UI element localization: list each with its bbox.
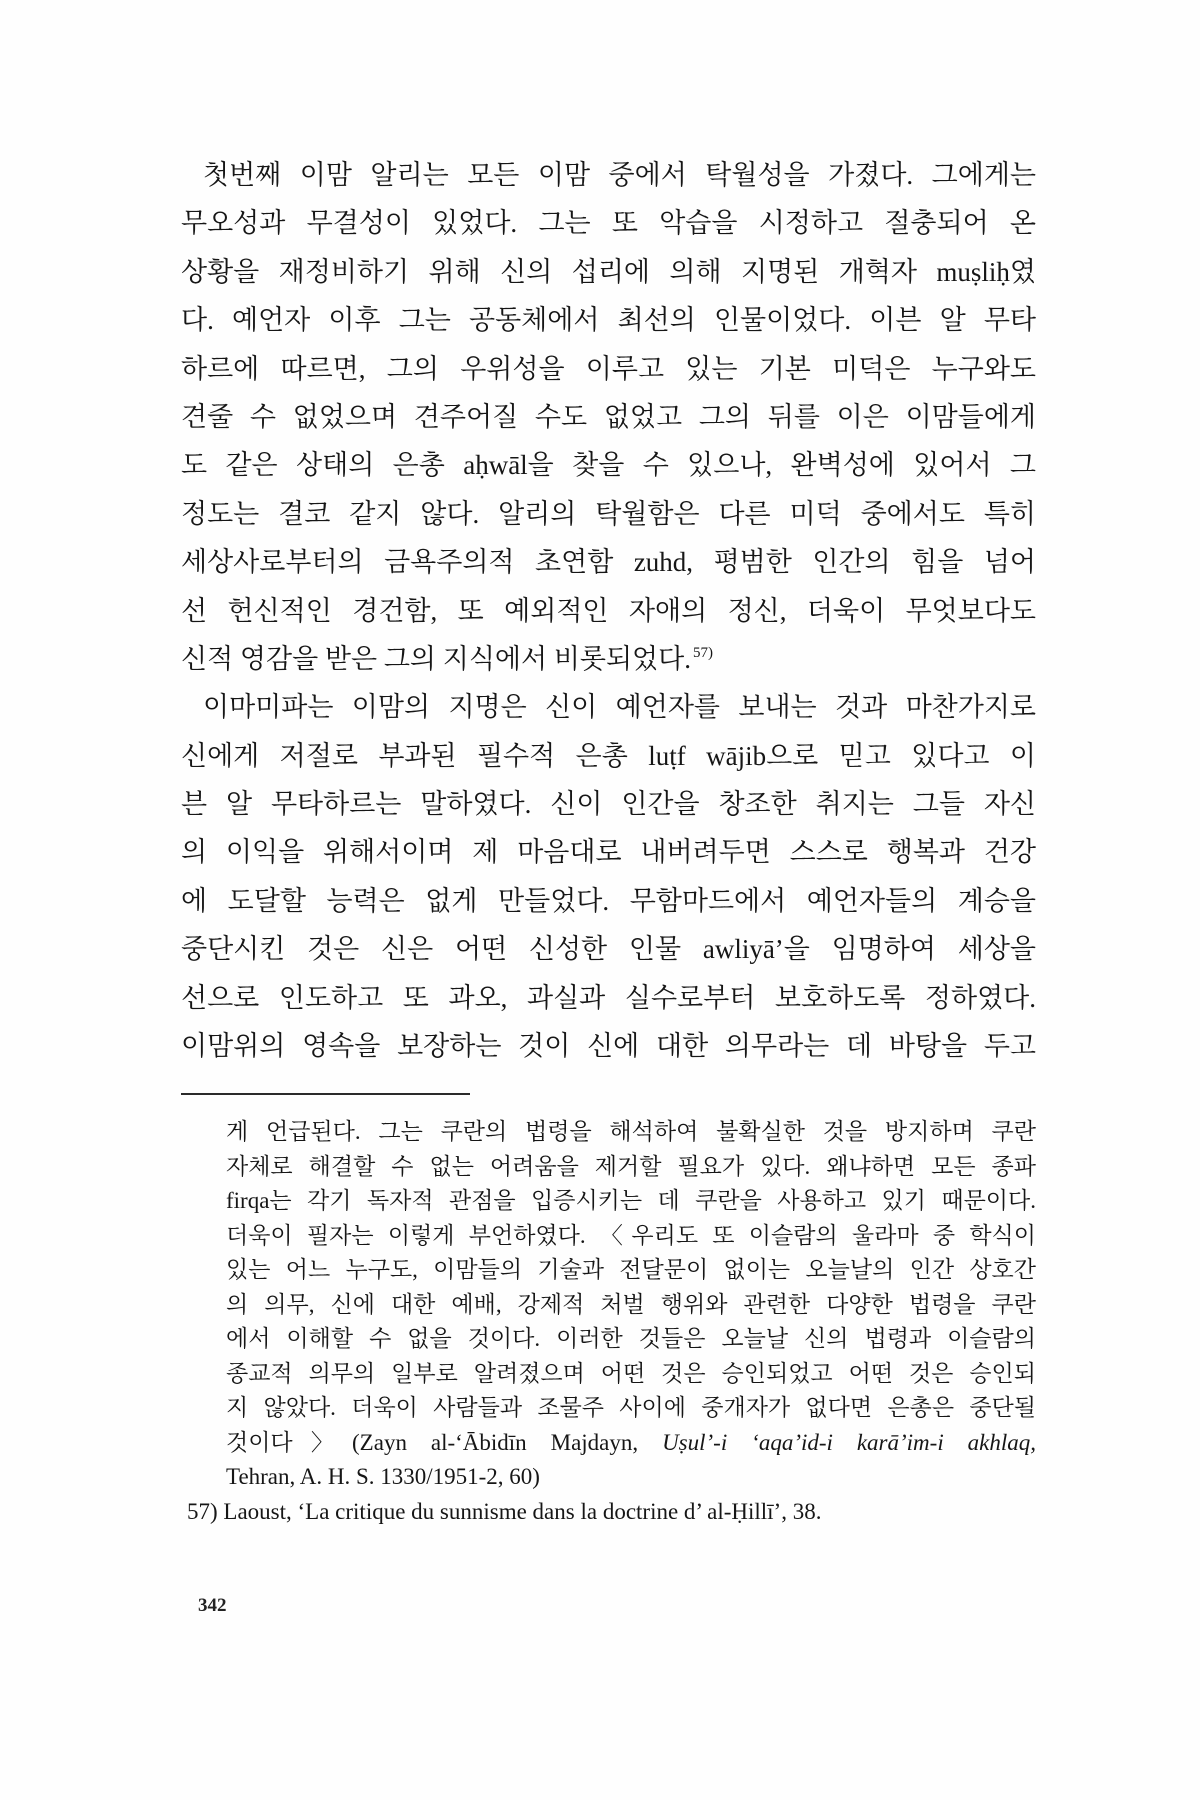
footnote-line: 에서 이해할 수 없을 것이다. 이러한 것들은 오늘날 신의 법령과 이슬람의 [226,1326,1036,1351]
text-line: 하르에 따르면, 그의 우위성을 이루고 있는 기본 미덕은 누구와도 [181,353,1036,384]
text-line: 에 도달할 능력은 없게 만들었다. 무함마드에서 예언자들의 계승을 [181,885,1036,916]
text-line: 이마미파는 이맘의 지명은 신이 예언자를 보내는 것과 마찬가지로 [203,692,1036,723]
text-line: 븐 알 무타하르는 말하였다. 신이 인간을 창조한 취지는 그들 자신 [181,789,1036,820]
text-line: 이맘위의 영속을 보장하는 것이 신에 대한 의무라는 데 바탕을 두고 [181,1031,1036,1062]
text-line: 선 헌신적인 경건함, 또 예외적인 자애의 정신, 더욱이 무엇보다도 [181,595,1036,626]
footnote-57: 57) Laoust, ‘La critique du sunnisme dans la doctrine d’ al-Ḥillī’, 38. [187,1498,822,1524]
footnote-line: 있는 어느 누구도, 이맘들의 기술과 전달문이 없이는 오늘날의 인간 상호간 [226,1257,1036,1282]
footnote-line: 의 의무, 신에 대한 예배, 강제적 처벌 행위와 관련한 다양한 법령을 쿠란 [226,1291,1036,1317]
footnote-line: firqa는 각기 독자적 관점을 입증시키는 데 쿠란을 사용하고 있기 때문이다. [226,1188,1036,1213]
footnote-line: 지 않았다. 더욱이 사람들과 조물주 사이에 중개자가 없다면 은총은 중단될 [226,1395,1036,1420]
footnote-line: 게 언급된다. 그는 쿠란의 법령을 해석하여 불확실한 것을 방지하며 쿠란 [226,1119,1036,1144]
text-line: 중단시킨 것은 신은 어떤 신성한 인물 awliyā’을 임명하여 세상을 [181,934,1036,965]
footnote-line: 더욱이 필자는 이렇게 부언하였다. 〈우리도 또 이슬람의 울라마 중 학식이 [226,1222,1036,1248]
text-line: 정도는 결코 같지 않다. 알리의 탁월함은 다른 미덕 중에서도 특히 [181,498,1036,529]
text-line: 의 이익을 위해서이며 제 마음대로 내버려두면 스스로 행복과 건강 [181,837,1036,868]
footnote-separator [181,1093,470,1095]
footnote-line: 종교적 의무의 일부로 알려졌으며 어떤 것은 승인되었고 어떤 것은 승인되 [226,1360,1036,1386]
text-line: 상황을 재정비하기 위해 신의 섭리에 의해 지명된 개혁자 muṣliḥ였 [181,256,1036,287]
page-number: 342 [198,1595,227,1616]
text-line: 무오성과 무결성이 있었다. 그는 또 악습을 시정하고 절충되어 온 [181,208,1036,239]
text-line: 견줄 수 없었으며 견주어질 수도 없었고 그의 뒤를 이은 이맘들에게 [181,401,1036,432]
citation-title: Uṣul’-i ‘aqa’id-i karā’im-i akhlaq, [662,1429,1036,1455]
footnote-citation-end: Tehran, A. H. S. 1330/1951-2, 60) [226,1464,540,1489]
text-line: 첫번째 이맘 알리는 모든 이맘 중에서 탁월성을 가졌다. 그에게는 [203,160,1036,190]
text-line: 도 같은 상태의 은총 aḥwāl을 찾을 수 있으나, 완벽성에 있어서 그 [181,450,1036,481]
text-line: 신에게 저절로 부과된 필수적 은총 luṭf wājib으로 믿고 있다고 이 [181,740,1036,771]
text-line [181,635,1036,683]
text-line: 세상사로부터의 금욕주의적 초연함 zuhd, 평범한 인간의 힘을 넘어 [181,547,1036,578]
text-line: 선으로 인도하고 또 과오, 과실과 실수로부터 보호하도록 정하였다. [181,982,1036,1013]
footnote-citation-line [226,1426,1036,1461]
citation-author: 것이다〉(Zayn al-‘Ābidīn Majdayn, [226,1429,663,1455]
paragraph [181,151,1036,683]
footnote-reference: 57) [692,644,713,661]
footnote-line: 자체로 해결할 수 없는 어려움을 제거할 필요가 있다. 왜냐하면 모든 종파 [226,1153,1036,1179]
text-line-content: 신적 영감을 받은 그의 지식에서 비롯되었다. [181,643,691,674]
footnotes [187,1115,1036,1529]
main-text [181,151,1036,1070]
paragraph [181,683,1036,1070]
text-line: 다. 예언자 이후 그는 공동체에서 최선의 인물이었다. 이븐 알 무타 [181,305,1036,336]
